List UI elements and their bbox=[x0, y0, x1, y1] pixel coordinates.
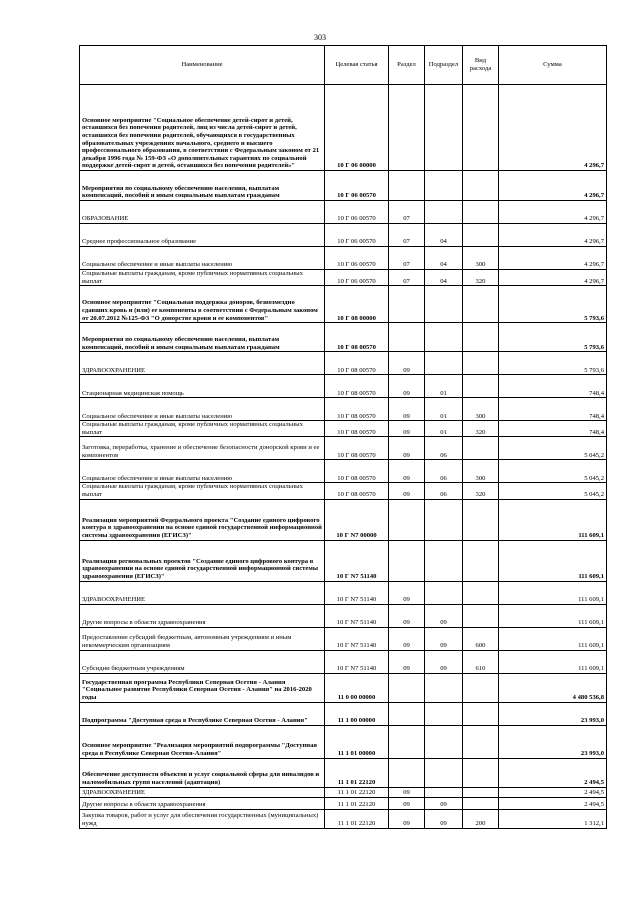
cell-sum: 5 793,6 bbox=[499, 286, 607, 323]
cell-subsection bbox=[425, 352, 463, 375]
cell-name: Социальные выплаты гражданам, кроме публичных нормативных социальных выплат bbox=[80, 483, 325, 499]
cell-code: 10 Г 08 00000 bbox=[325, 286, 389, 323]
cell-subsection bbox=[425, 85, 463, 171]
table-row bbox=[80, 85, 607, 171]
cell-sum: 111 609,1 bbox=[499, 627, 607, 650]
cell-subsection: 06 bbox=[425, 483, 463, 499]
cell-subsection: 04 bbox=[425, 247, 463, 270]
table-row bbox=[80, 581, 607, 604]
cell-code: 11 0 00 00000 bbox=[325, 673, 389, 702]
cell-code: 11 1 01 22120 bbox=[325, 809, 389, 828]
cell-sum: 5 793,6 bbox=[499, 323, 607, 352]
cell-name: ЗДРАВООХРАНЕНИЕ bbox=[80, 352, 325, 375]
cell-subsection: 01 bbox=[425, 398, 463, 421]
cell-section bbox=[389, 286, 425, 323]
header-sum: Сумма bbox=[499, 46, 607, 85]
table-row bbox=[80, 787, 607, 797]
cell-code: 10 Г 08 00570 bbox=[325, 421, 389, 437]
cell-subsection bbox=[425, 540, 463, 581]
cell-section: 09 bbox=[389, 581, 425, 604]
cell-name: Другие вопросы в области здравоохранения bbox=[80, 604, 325, 627]
cell-section: 09 bbox=[389, 352, 425, 375]
cell-section: 09 bbox=[389, 604, 425, 627]
table-row bbox=[80, 352, 607, 375]
cell-code: 10 Г N7 51140 bbox=[325, 627, 389, 650]
cell-subsection bbox=[425, 702, 463, 725]
cell-name: Основное мероприятие "Реализация мероприятий подпрограммы "Доступная среда в Республике Северная Осетия-Алания" bbox=[80, 725, 325, 758]
cell-section: 07 bbox=[389, 247, 425, 270]
header-subsection: Подраздел bbox=[425, 46, 463, 85]
cell-section bbox=[389, 171, 425, 201]
cell-name: Социальное обеспечение и иные выплаты населению bbox=[80, 247, 325, 270]
header-code: Целевая статья bbox=[325, 46, 389, 85]
table-row bbox=[80, 627, 607, 650]
cell-subsection: 09 bbox=[425, 627, 463, 650]
cell-name: ЗДРАВООХРАНЕНИЕ bbox=[80, 787, 325, 797]
table-row bbox=[80, 604, 607, 627]
cell-sum: 748,4 bbox=[499, 421, 607, 437]
cell-subsection: 06 bbox=[425, 460, 463, 483]
header-name: Наименование bbox=[80, 46, 325, 85]
table-row bbox=[80, 499, 607, 540]
cell-code: 10 Г N7 51140 bbox=[325, 540, 389, 581]
table-row bbox=[80, 286, 607, 323]
cell-name: Подпрограмма "Доступная среда в Республике Северная Осетия - Алания" bbox=[80, 702, 325, 725]
cell-expense-type bbox=[463, 540, 499, 581]
cell-expense-type: 300 bbox=[463, 247, 499, 270]
cell-sum: 111 609,1 bbox=[499, 499, 607, 540]
cell-expense-type bbox=[463, 85, 499, 171]
cell-code: 10 Г N7 51140 bbox=[325, 650, 389, 673]
cell-subsection: 04 bbox=[425, 224, 463, 247]
cell-expense-type bbox=[463, 286, 499, 323]
cell-expense-type bbox=[463, 375, 499, 398]
cell-expense-type bbox=[463, 171, 499, 201]
cell-name: Реализация мероприятий Федерального проекта "Создание единого цифрового контура в здравоохранении на основе единой государственной информационной системы здравоохранения (ЕГИСЗ)" bbox=[80, 499, 325, 540]
cell-section: 07 bbox=[389, 201, 425, 224]
cell-code: 10 Г 08 00570 bbox=[325, 437, 389, 460]
cell-subsection: 09 bbox=[425, 650, 463, 673]
cell-expense-type: 320 bbox=[463, 270, 499, 286]
cell-name: Заготовка, переработка, хранение и обеспечение безопасности донорской крови и ее компонентов bbox=[80, 437, 325, 460]
cell-section: 07 bbox=[389, 224, 425, 247]
cell-subsection: 04 bbox=[425, 270, 463, 286]
cell-subsection: 01 bbox=[425, 421, 463, 437]
cell-code: 10 Г 08 00570 bbox=[325, 398, 389, 421]
cell-subsection: 06 bbox=[425, 437, 463, 460]
cell-expense-type bbox=[463, 604, 499, 627]
table-row bbox=[80, 398, 607, 421]
cell-subsection: 09 bbox=[425, 797, 463, 809]
cell-name: Социальные выплаты гражданам, кроме публичных нормативных социальных выплат bbox=[80, 421, 325, 437]
table-row bbox=[80, 437, 607, 460]
cell-code: 11 1 01 22120 bbox=[325, 797, 389, 809]
cell-section bbox=[389, 499, 425, 540]
cell-expense-type: 300 bbox=[463, 398, 499, 421]
cell-expense-type bbox=[463, 797, 499, 809]
cell-code: 11 1 01 22120 bbox=[325, 758, 389, 787]
table-row bbox=[80, 460, 607, 483]
cell-expense-type: 300 bbox=[463, 460, 499, 483]
cell-subsection bbox=[425, 673, 463, 702]
cell-section bbox=[389, 725, 425, 758]
cell-expense-type bbox=[463, 323, 499, 352]
cell-name: ОБРАЗОВАНИЕ bbox=[80, 201, 325, 224]
cell-name: Обеспечение доступности объектов и услуг социальной сферы для инвалидов и маломобильных групп населений (адаптация) bbox=[80, 758, 325, 787]
budget-table bbox=[79, 45, 607, 829]
table-row bbox=[80, 758, 607, 787]
cell-expense-type bbox=[463, 673, 499, 702]
cell-sum: 1 312,1 bbox=[499, 809, 607, 828]
cell-sum: 5 045,2 bbox=[499, 460, 607, 483]
cell-sum: 2 494,5 bbox=[499, 797, 607, 809]
table-row bbox=[80, 270, 607, 286]
cell-name: Реализация региональных проектов "Создание единого цифрового контура в здравоохранении на основе единой государственной информационной системы здравоохранения (ЕГИСЗ)" bbox=[80, 540, 325, 581]
cell-expense-type bbox=[463, 352, 499, 375]
cell-name: Другие вопросы в области здравоохранения bbox=[80, 797, 325, 809]
cell-section: 07 bbox=[389, 270, 425, 286]
cell-expense-type bbox=[463, 787, 499, 797]
cell-subsection bbox=[425, 499, 463, 540]
cell-code: 10 Г 08 00570 bbox=[325, 375, 389, 398]
cell-code: 10 Г 06 00570 bbox=[325, 201, 389, 224]
cell-section: 09 bbox=[389, 650, 425, 673]
cell-section: 09 bbox=[389, 460, 425, 483]
cell-sum: 748,4 bbox=[499, 398, 607, 421]
cell-code: 11 1 00 00000 bbox=[325, 702, 389, 725]
table-row bbox=[80, 702, 607, 725]
cell-sum: 4 296,7 bbox=[499, 224, 607, 247]
cell-section: 09 bbox=[389, 398, 425, 421]
cell-expense-type: 610 bbox=[463, 650, 499, 673]
cell-expense-type bbox=[463, 437, 499, 460]
cell-code: 10 Г 06 00570 bbox=[325, 270, 389, 286]
table-body bbox=[80, 85, 607, 829]
cell-section: 09 bbox=[389, 627, 425, 650]
cell-subsection: 09 bbox=[425, 809, 463, 828]
cell-expense-type bbox=[463, 725, 499, 758]
table-row bbox=[80, 483, 607, 499]
cell-subsection bbox=[425, 787, 463, 797]
cell-section bbox=[389, 702, 425, 725]
cell-code: 10 Г 08 00570 bbox=[325, 352, 389, 375]
cell-code: 10 Г 08 00570 bbox=[325, 323, 389, 352]
cell-expense-type: 200 bbox=[463, 809, 499, 828]
cell-sum: 2 494,5 bbox=[499, 758, 607, 787]
cell-subsection bbox=[425, 286, 463, 323]
cell-sum: 111 609,1 bbox=[499, 581, 607, 604]
table-row bbox=[80, 650, 607, 673]
cell-subsection: 01 bbox=[425, 375, 463, 398]
table-row bbox=[80, 673, 607, 702]
cell-section bbox=[389, 758, 425, 787]
cell-code: 10 Г 08 00570 bbox=[325, 460, 389, 483]
cell-subsection bbox=[425, 171, 463, 201]
table-row bbox=[80, 201, 607, 224]
cell-code: 10 Г 06 00570 bbox=[325, 224, 389, 247]
cell-name: Субсидии бюджетным учреждениям bbox=[80, 650, 325, 673]
table-row bbox=[80, 247, 607, 270]
table-row bbox=[80, 375, 607, 398]
table-row bbox=[80, 224, 607, 247]
cell-section: 09 bbox=[389, 375, 425, 398]
cell-code: 10 Г 06 00000 bbox=[325, 85, 389, 171]
cell-expense-type bbox=[463, 758, 499, 787]
cell-code: 10 Г N7 00000 bbox=[325, 499, 389, 540]
cell-sum: 5 045,2 bbox=[499, 483, 607, 499]
cell-name: Государственная программа Республики Северная Осетия - Алания "Социальное развитие Республики Северная Осетия - Алания" на 2016-2020 годы bbox=[80, 673, 325, 702]
cell-subsection bbox=[425, 201, 463, 224]
table-row bbox=[80, 171, 607, 201]
cell-subsection bbox=[425, 758, 463, 787]
table-row bbox=[80, 725, 607, 758]
cell-name: Стационарная медицинская помощь bbox=[80, 375, 325, 398]
cell-expense-type: 320 bbox=[463, 483, 499, 499]
cell-code: 10 Г 08 00570 bbox=[325, 483, 389, 499]
cell-section: 09 bbox=[389, 421, 425, 437]
cell-name: Основное мероприятие "Социальная поддержка доноров, безвозмездно сдавших кровь и (или) ее компоненты в соответствии с Федеральным законом от 20.07.2012 №125-ФЗ "О донорстве крови и ее компонентов" bbox=[80, 286, 325, 323]
page-number: 303 bbox=[314, 33, 326, 42]
cell-code: 10 Г N7 51140 bbox=[325, 604, 389, 627]
cell-sum: 5 793,6 bbox=[499, 352, 607, 375]
cell-subsection bbox=[425, 323, 463, 352]
cell-sum: 2 494,5 bbox=[499, 787, 607, 797]
table-header-row bbox=[80, 46, 607, 85]
cell-expense-type bbox=[463, 702, 499, 725]
cell-sum: 111 609,1 bbox=[499, 540, 607, 581]
cell-expense-type bbox=[463, 499, 499, 540]
cell-sum: 4 296,7 bbox=[499, 201, 607, 224]
cell-section bbox=[389, 323, 425, 352]
cell-code: 10 Г N7 51140 bbox=[325, 581, 389, 604]
cell-name: Предоставление субсидий бюджетным, автономным учреждениям и иным некоммерческим организациям bbox=[80, 627, 325, 650]
cell-section: 09 bbox=[389, 787, 425, 797]
cell-sum: 748,4 bbox=[499, 375, 607, 398]
cell-section: 09 bbox=[389, 437, 425, 460]
cell-sum: 4 480 536,8 bbox=[499, 673, 607, 702]
cell-expense-type bbox=[463, 224, 499, 247]
cell-sum: 23 993,0 bbox=[499, 725, 607, 758]
cell-name: ЗДРАВООХРАНЕНИЕ bbox=[80, 581, 325, 604]
cell-name: Среднее профессиональное образование bbox=[80, 224, 325, 247]
cell-sum: 4 296,7 bbox=[499, 270, 607, 286]
cell-expense-type bbox=[463, 201, 499, 224]
table-row bbox=[80, 797, 607, 809]
cell-section: 09 bbox=[389, 809, 425, 828]
cell-subsection: 09 bbox=[425, 604, 463, 627]
cell-section bbox=[389, 85, 425, 171]
table-row bbox=[80, 540, 607, 581]
cell-expense-type: 320 bbox=[463, 421, 499, 437]
cell-expense-type bbox=[463, 581, 499, 604]
cell-code: 11 1 01 00000 bbox=[325, 725, 389, 758]
table-row bbox=[80, 809, 607, 828]
cell-code: 10 Г 06 00570 bbox=[325, 171, 389, 201]
cell-name: Социальные выплаты гражданам, кроме публичных нормативных социальных выплат bbox=[80, 270, 325, 286]
cell-sum: 111 609,1 bbox=[499, 604, 607, 627]
cell-section bbox=[389, 673, 425, 702]
cell-name: Социальное обеспечение и иные выплаты населению bbox=[80, 398, 325, 421]
cell-name: Мероприятия по социальному обеспечению населения, выплатам компенсаций, пособий и иным социальным выплатам гражданам bbox=[80, 171, 325, 201]
cell-name: Мероприятия по социальному обеспечению населения, выплатам компенсаций, пособий и иным социальным выплатам гражданам bbox=[80, 323, 325, 352]
cell-name: Основное мероприятие "Социальное обеспечение детей-сирот и детей, оставшихся без попечения родителей, лиц из числа детей-сирот и детей, оставшихся без попечения родителей, обучающихся в государственных образовательных учреждениях начального, среднего и высшего профессионального образования, в соответствии с Федеральным законом от 21 декабря 1996 года № 159-ФЗ «О дополнительных гарантиях по социальной поддержке детей-сирот и детей, оставшихся без попечения родителей»" bbox=[80, 85, 325, 171]
cell-sum: 4 296,7 bbox=[499, 85, 607, 171]
table-row bbox=[80, 323, 607, 352]
cell-sum: 5 045,2 bbox=[499, 437, 607, 460]
cell-name: Социальное обеспечение и иные выплаты населению bbox=[80, 460, 325, 483]
cell-expense-type: 600 bbox=[463, 627, 499, 650]
cell-section: 09 bbox=[389, 797, 425, 809]
cell-code: 11 1 01 22120 bbox=[325, 787, 389, 797]
header-expense-type: Вид расхода bbox=[463, 46, 499, 85]
cell-sum: 4 296,7 bbox=[499, 171, 607, 201]
cell-sum: 4 296,7 bbox=[499, 247, 607, 270]
cell-sum: 23 993,0 bbox=[499, 702, 607, 725]
cell-sum: 111 609,1 bbox=[499, 650, 607, 673]
cell-subsection bbox=[425, 725, 463, 758]
header-section: Раздел bbox=[389, 46, 425, 85]
cell-section bbox=[389, 540, 425, 581]
table-row bbox=[80, 421, 607, 437]
cell-code: 10 Г 06 00570 bbox=[325, 247, 389, 270]
cell-section: 09 bbox=[389, 483, 425, 499]
cell-name: Закупка товаров, работ и услуг для обеспечения государственных (муниципальных) нужд bbox=[80, 809, 325, 828]
cell-subsection bbox=[425, 581, 463, 604]
